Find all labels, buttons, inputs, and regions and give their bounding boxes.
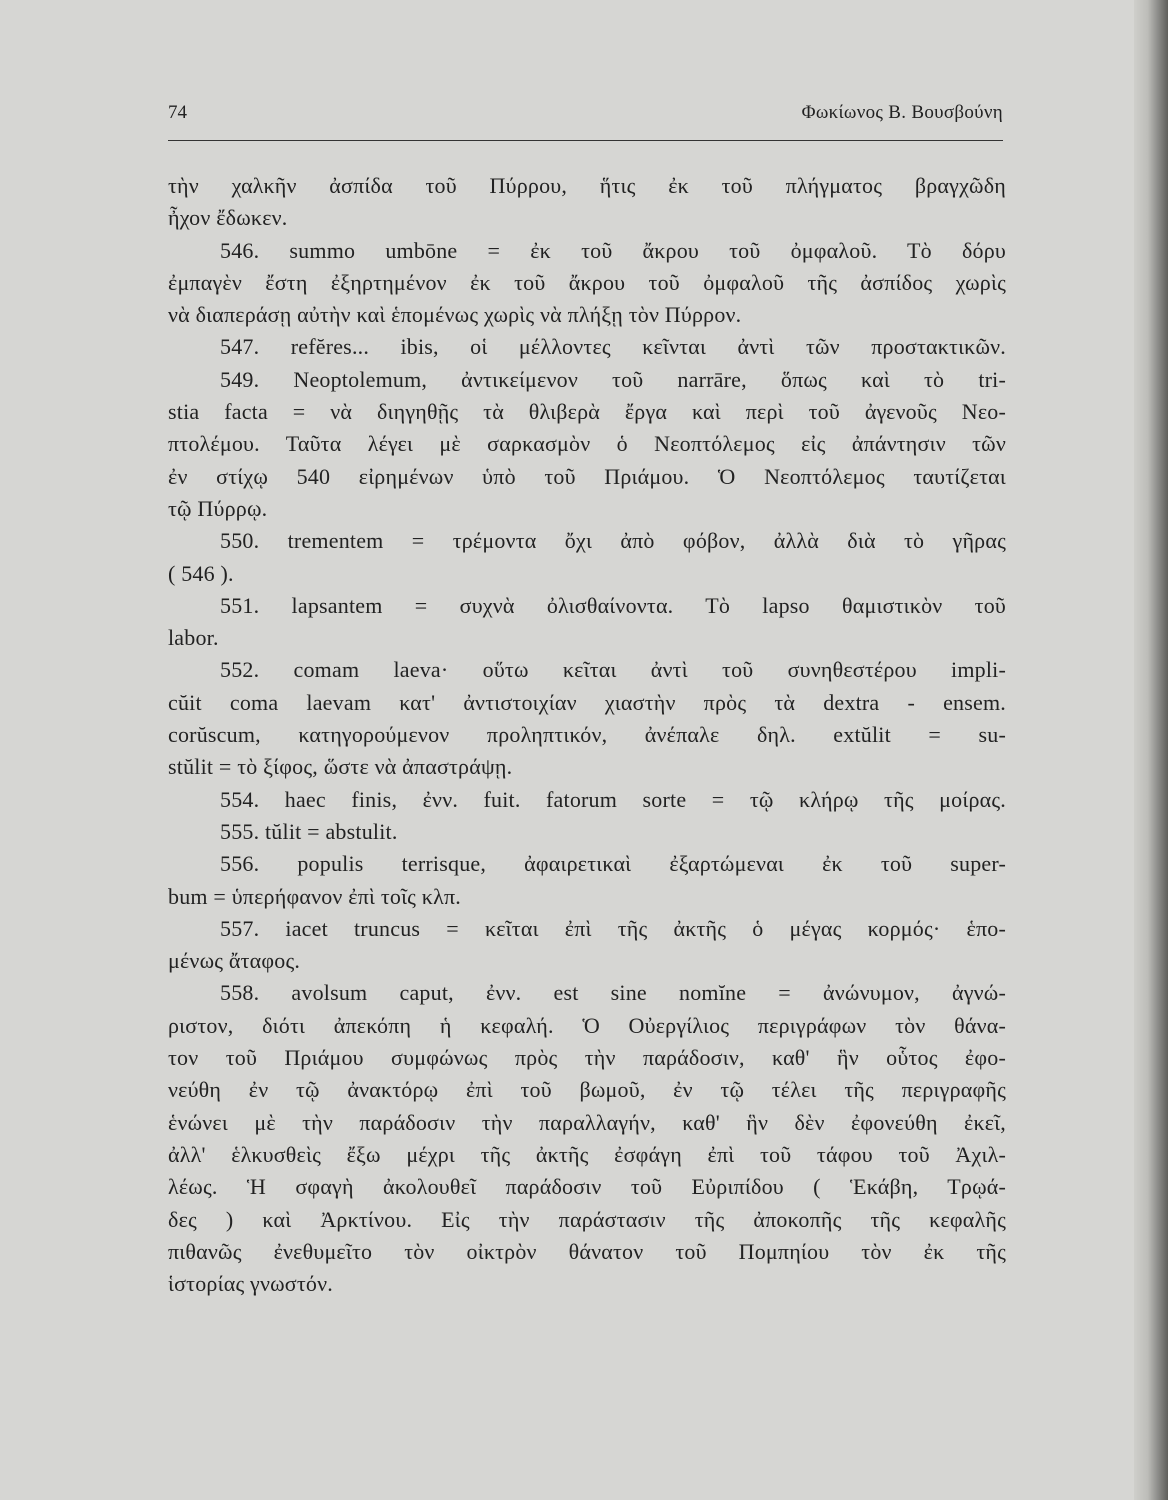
text-line: δες ) καὶ Ἀρκτίνου. Εἰς τὴν παράστασιν τῆς ἀποκοπῆς τῆς κεφαλῆς xyxy=(168,1206,1006,1232)
text-line: cŭit coma laevam κατ' ἀντιστοιχίαν χιαστὴν πρὸς τὰ dextra - ensem. xyxy=(168,689,1006,715)
text-line: ἱστορίας γνωστόν. xyxy=(168,1271,333,1297)
text-line: ἀλλ' ἑλκυσθεὶς ἔξω μέχρι τῆς ἀκτῆς ἐσφάγη ἐπὶ τοῦ τάφου τοῦ Ἀχιλ- xyxy=(168,1141,1006,1167)
text-line: corŭscum, κατηγορούμενον προληπτικόν, ἀνέπαλε δηλ. extŭlit = su- xyxy=(168,722,1006,748)
text-line: stia facta = νὰ διηγηθῇς τὰ θλιβερὰ ἔργα καὶ περὶ τοῦ ἀγενοῦς Νεο- xyxy=(168,399,1006,425)
text-line: τον τοῦ Πριάμου συμφώνως πρὸς τὴν παράδοσιν, καθ' ἣν οὗτος ἐφο- xyxy=(168,1045,1006,1071)
page-edge-shadow xyxy=(1134,0,1168,1500)
text-line: μένως ἄταφος. xyxy=(168,948,301,974)
text-line: πιθανῶς ἐνεθυμεῖτο τὸν οἰκτρὸν θάνατον τοῦ Πομπηίου τὸν ἐκ τῆς xyxy=(168,1238,1006,1264)
text-line: stŭlit = τὸ ξίφος, ὥστε νὰ ἀπαστράψῃ. xyxy=(168,754,513,780)
text-line: 555. tŭlit = abstulit. xyxy=(220,818,398,844)
text-line: 557. iacet truncus = κεῖται ἐπὶ τῆς ἀκτῆς ὁ μέγας κορμός· ἑπο- xyxy=(220,915,1006,941)
page-number: 74 xyxy=(168,102,187,123)
text-line: 556. populis terrisque, ἀφαιρετικαὶ ἐξαρτώμεναι ἐκ τοῦ super- xyxy=(220,851,1006,877)
text-line: 552. comam laeva· οὕτω κεῖται ἀντὶ τοῦ συνηθεστέρου impli- xyxy=(220,657,1006,683)
text-line: ( 546 ). xyxy=(168,560,234,586)
text-line: ἑνώνει μὲ τὴν παράδοσιν τὴν παραλλαγήν, καθ' ἣν δὲν ἐφονεύθη ἐκεῖ, xyxy=(168,1109,1006,1135)
running-title: Φωκίωνος Β. Βουσβούνη xyxy=(801,102,1003,123)
text-line: νὰ διαπεράσῃ αὐτὴν καὶ ἑπομένως χωρὶς νὰ πλήξῃ τὸν Πύρρον. xyxy=(168,302,742,328)
header-rule xyxy=(168,140,1003,141)
text-line: 549. Neoptolemum, ἀντικείμενον τοῦ narrāre, ὅπως καὶ τὸ tri- xyxy=(220,366,1006,392)
text-line: 547. refĕres... ibis, οἱ μέλλοντες κεῖνται ἀντὶ τῶν προστακτικῶν. xyxy=(220,334,1006,360)
text-line: νεύθη ἐν τῷ ἀνακτόρῳ ἐπὶ τοῦ βωμοῦ, ἐν τῷ τέλει τῆς περιγραφῆς xyxy=(168,1077,1006,1103)
text-line: τὴν χαλκῆν ἀσπίδα τοῦ Πύρρου, ἥτις ἐκ τοῦ πλήγματος βραγχῶδη xyxy=(168,173,1006,198)
body-text xyxy=(168,170,1006,1300)
text-line: ἐν στίχῳ 540 εἰρημένων ὑπὸ τοῦ Πριάμου. Ὁ Νεοπτόλεμος ταυτίζεται xyxy=(168,463,1006,489)
page-header xyxy=(168,96,1003,130)
text-line: πτολέμου. Ταῦτα λέγει μὲ σαρκασμὸν ὁ Νεοπτόλεμος εἰς ἀπάντησιν τῶν xyxy=(168,431,1006,457)
text-line: τῷ Πύρρῳ. xyxy=(168,495,268,521)
text-line: labor. xyxy=(168,625,219,651)
text-line: λέως. Ἡ σφαγὴ ἀκολουθεῖ παράδοσιν τοῦ Εὐριπίδου ( Ἑκάβη, Τρῳά- xyxy=(168,1174,1006,1200)
text-line: bum = ὑπερήφανον ἐπὶ τοῖς κλπ. xyxy=(168,883,461,909)
text-line: ριστον, διότι ἀπεκόπη ἡ κεφαλή. Ὁ Οὐεργίλιος περιγράφων τὸν θάνα- xyxy=(168,1012,1006,1038)
text-line: ἐμπαγὲν ἔστη ἐξηρτημένον ἐκ τοῦ ἄκρου τοῦ ὀμφαλοῦ τῆς ἀσπίδος χωρὶς xyxy=(168,269,1006,295)
text-line: 550. trementem = τρέμοντα ὄχι ἀπὸ φόβον, ἀλλὰ διὰ τὸ γῆρας xyxy=(220,528,1006,554)
text-line: 554. haec finis, ἐνν. fuit. fatorum sorte = τῷ κλήρῳ τῆς μοίρας. xyxy=(220,786,1006,812)
text-line: ἦχον ἔδωκεν. xyxy=(168,205,288,231)
text-line: 546. summo umbōne = ἐκ τοῦ ἄκρου τοῦ ὀμφαλοῦ. Τὸ δόρυ xyxy=(220,237,1006,263)
text-line: 551. lapsantem = συχνὰ ὀλισθαίνοντα. Τὸ lapso θαμιστικὸν τοῦ xyxy=(220,592,1006,618)
text-line: 558. avolsum caput, ἐνν. est sine nomĭne = ἀνώνυμον, ἀγνώ- xyxy=(220,980,1006,1006)
